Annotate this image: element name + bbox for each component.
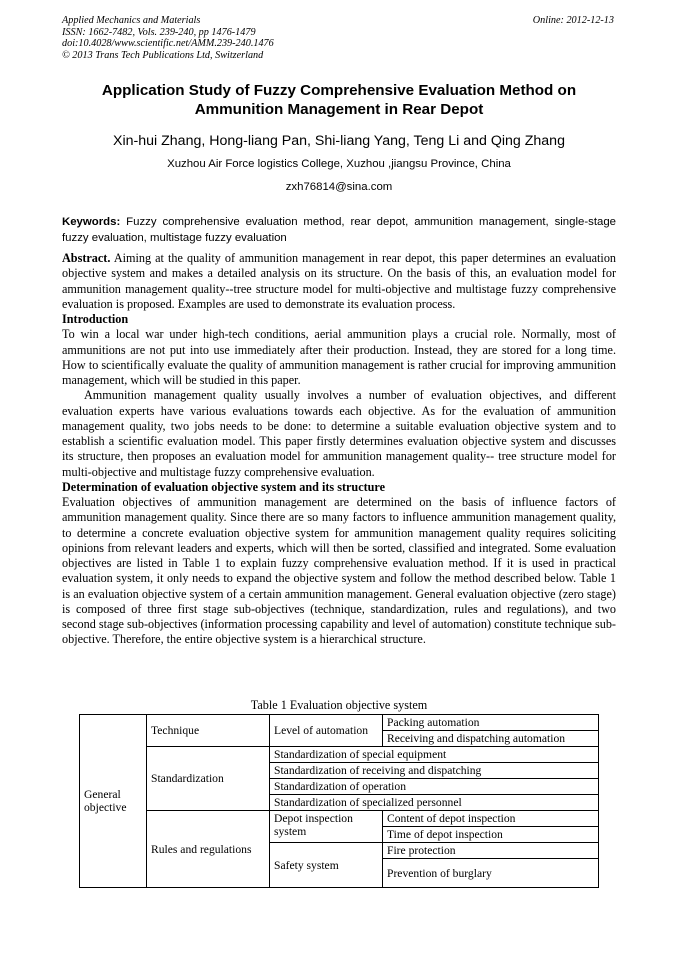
title-line-1: Application Study of Fuzzy Comprehensive Evaluation Method on bbox=[101, 82, 577, 99]
doi: doi:10.4028/www.scientific.net/AMM.239-240.1476 bbox=[62, 38, 274, 49]
table-cell: Content of depot inspection bbox=[383, 811, 599, 827]
table-cell: Fire protection bbox=[383, 843, 599, 859]
title-line-2: Ammunition Management in Rear Depot bbox=[194, 101, 484, 118]
paper-title bbox=[62, 81, 616, 119]
keywords-label: Keywords: bbox=[62, 216, 121, 228]
table-cell: Receiving and dispatching automation bbox=[383, 731, 599, 747]
section-heading-introduction: Introduction bbox=[62, 312, 129, 326]
table-cell-root: General objective bbox=[80, 715, 147, 888]
copyright: © 2013 Trans Tech Publications Ltd, Switzerland bbox=[62, 49, 264, 61]
table-cell: Standardization of special equipment bbox=[270, 747, 599, 763]
journal-header bbox=[62, 15, 274, 61]
paragraph: Ammunition management quality usually involves a number of evaluation objectives, and different evaluation experts have various evaluations towards each objective. As for the evaluation of ammunition management quality, two jobs needs to be done: to determine a suitable evaluation objective system and to establish a scientific evaluation model. This paper firstly determines evaluation objective system and discusses its structure, then proposes an evaluation model for ammunition management quality-- tree structure model for multi-objective and multistage fuzzy comprehensive evaluation. bbox=[62, 388, 616, 479]
table-cell-rules-regulations: Rules and regulations bbox=[147, 811, 270, 888]
table-cell-technique: Technique bbox=[147, 715, 270, 747]
table-cell-standardization: Standardization bbox=[147, 747, 270, 811]
abstract-label: Abstract. bbox=[62, 251, 111, 265]
abstract bbox=[62, 251, 616, 312]
affiliation: Xuzhou Air Force logistics College, Xuzhou ,jiangsu Province, China bbox=[167, 158, 511, 170]
paragraph: Evaluation objectives of ammunition management are determined on the basis of influence factors of ammunition management quality. Since there are so many factors to influence ammunition management quality, to determine a concrete evaluation objective system for ammunition management quality requires soliciting opinions from relevant leaders and experts, which will then be sorted, classified and integrated. Some evaluation objectives are listed in Table 1 to explain fuzzy comprehensive evaluation method. If it is used in practical evaluation system, it only needs to expand the objective system and follow the method described below. Table 1 is an evaluation objective system of a certain ammunition management. General evaluation objective (zero stage) is composed of three first stage sub-objectives (technique, standardization, rules and regulations), and two second stage sub-objectives (information processing capability and level of automation) constitute technique sub-objective. Therefore, the entire objective system is a hierarchical structure. bbox=[62, 495, 616, 647]
issn: ISSN: 1662-7482, Vols. 239-240, pp 1476-1479 bbox=[62, 26, 256, 38]
table-cell: Packing automation bbox=[383, 715, 599, 731]
table-caption: Table 1 Evaluation objective system bbox=[250, 698, 428, 712]
paragraph: To win a local war under high-tech conditions, aerial ammunition plays a crucial role. Normally, most of ammunitions are not put into use immediately after their production. Instead, they are stored for a long time. How to scientifically evaluate the quality of ammunition management is rather crucial for improving ammunition management, which will be studied in this paper. bbox=[62, 327, 616, 387]
table-cell: Standardization of operation bbox=[270, 779, 599, 795]
author-email: zxh76814@sina.com bbox=[285, 181, 393, 193]
table-cell: Prevention of burglary bbox=[383, 859, 599, 888]
keywords bbox=[62, 214, 616, 246]
body-text bbox=[62, 251, 616, 648]
table-cell: Standardization of receiving and dispatching bbox=[270, 763, 599, 779]
abstract-text: Aiming at the quality of ammunition management in rear depot, this paper determines an evaluation objective system and makes a detailed analysis on its structure. On the basis of this, an evaluation model for ammunition management quality--tree structure model for multi-objective and multistage fuzzy comprehensive evaluation is proposed. Examples are used to demonstrate its evaluation process. bbox=[62, 251, 617, 311]
authors: Xin-hui Zhang, Hong-liang Pan, Shi-liang Yang, Teng Li and Qing Zhang bbox=[113, 133, 565, 149]
table-cell-safety-system: Safety system bbox=[270, 843, 383, 888]
table-cell-level-of-automation: Level of automation bbox=[270, 715, 383, 747]
table-cell: Standardization of specialized personnel bbox=[270, 795, 599, 811]
keywords-text: Fuzzy comprehensive evaluation method, rear depot, ammunition management, single-stage fuzzy evaluation, multistage fuzzy evaluation bbox=[62, 216, 617, 244]
evaluation-objective-table bbox=[79, 714, 599, 888]
journal-name: Applied Mechanics and Materials bbox=[62, 15, 201, 26]
online-date: Online: 2012-12-13 bbox=[532, 15, 614, 26]
table-cell-depot-inspection-system: Depot inspection system bbox=[270, 811, 383, 843]
table-cell: Time of depot inspection bbox=[383, 827, 599, 843]
section-heading-objective-system: Determination of evaluation objective system and its structure bbox=[62, 479, 386, 494]
